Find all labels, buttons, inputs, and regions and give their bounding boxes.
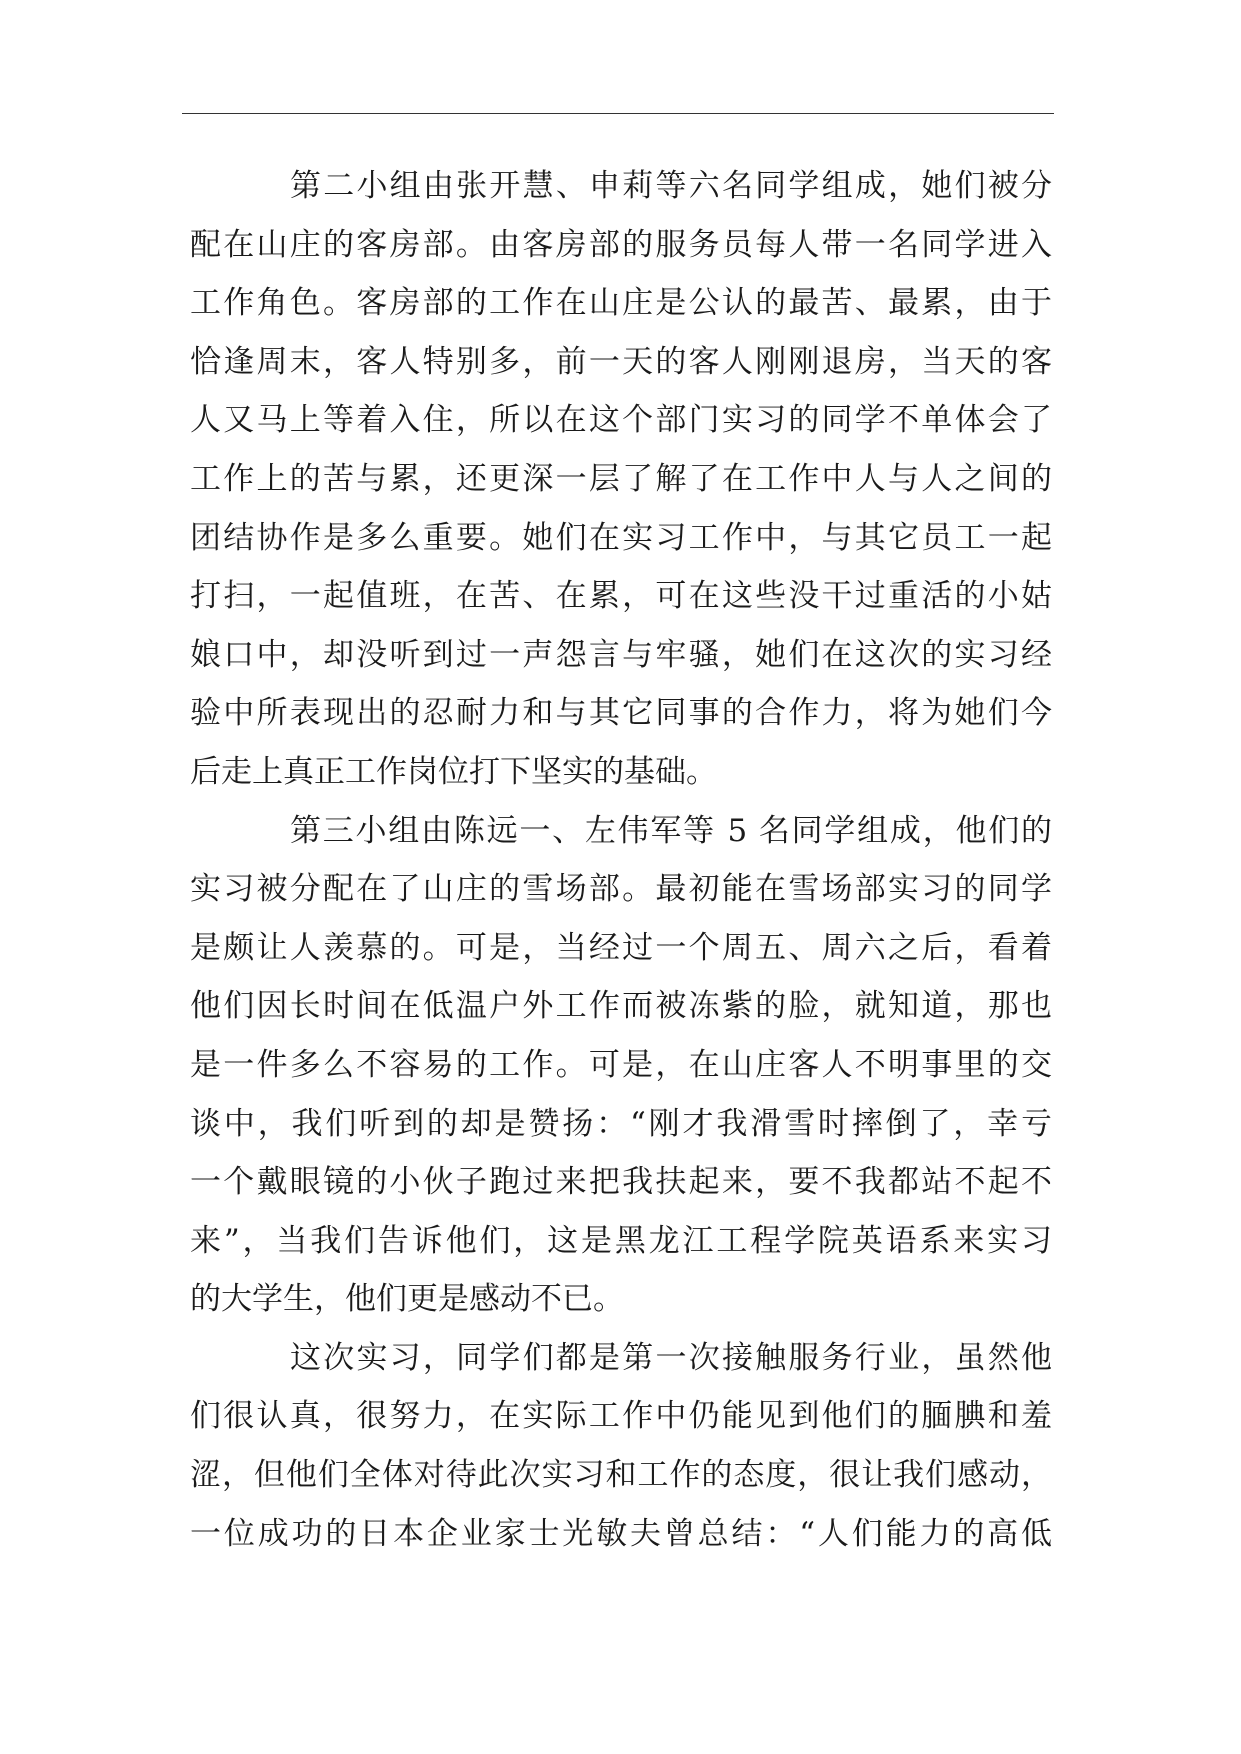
paragraph-1-line-3: 工作角色。客房部的工作在山庄是公认的最苦、最累，由于 bbox=[190, 285, 1052, 322]
paragraph-2-line-5: 是一件多么不容易的工作。可是，在山庄客人不明事里的交 bbox=[190, 1046, 1052, 1083]
paragraph-2-line-7: 一个戴眼镜的小伙子跑过来把我扶起来，要不我都站不起不 bbox=[190, 1164, 1052, 1201]
header-rule bbox=[182, 113, 1054, 114]
paragraph-2-line-1: 第三小组由陈远一、左伟军等 5 名同学组成，他们的 bbox=[290, 812, 1052, 849]
paragraph-1-line-6: 工作上的苦与累，还更深一层了解了在工作中人与人之间的 bbox=[190, 460, 1052, 497]
paragraph-1-line-10: 验中所表现出的忍耐力和与其它同事的合作力，将为她们今 bbox=[190, 695, 1052, 732]
paragraph-1-line-8: 打扫，一起值班，在苦、在累，可在这些没干过重活的小姑 bbox=[190, 578, 1052, 615]
paragraph-1-line-5: 人又马上等着入住，所以在这个部门实习的同学不单体会了 bbox=[190, 402, 1052, 439]
paragraph-3-line-2: 们很认真，很努力，在实际工作中仍能见到他们的腼腆和羞 bbox=[190, 1398, 1052, 1435]
paragraph-2-line-4: 他们因长时间在低温户外工作而被冻紫的脸，就知道，那也 bbox=[190, 988, 1052, 1025]
paragraph-2-line-9: 的大学生，他们更是感动不已。 bbox=[190, 1281, 624, 1318]
paragraph-2-line-2: 实习被分配在了山庄的雪场部。最初能在雪场部实习的同学 bbox=[190, 871, 1052, 908]
document-body bbox=[190, 157, 1052, 1563]
paragraph-1-line-4: 恰逢周末，客人特别多，前一天的客人刚刚退房，当天的客 bbox=[190, 343, 1052, 380]
paragraph-1-line-11: 后走上真正工作岗位打下坚实的基础。 bbox=[190, 753, 717, 790]
paragraph-3-line-4: 一位成功的日本企业家士光敏夫曾总结：“人们能力的高低 bbox=[190, 1515, 1052, 1552]
paragraph-3-line-1: 这次实习，同学们都是第一次接触服务行业，虽然他 bbox=[290, 1339, 1052, 1376]
paragraph-2-line-3: 是颇让人羡慕的。可是，当经过一个周五、周六之后，看着 bbox=[190, 929, 1052, 966]
paragraph-1-line-2: 配在山庄的客房部。由客房部的服务员每人带一名同学进入 bbox=[190, 226, 1052, 263]
paragraph-1-line-1: 第二小组由张开慧、申莉等六名同学组成，她们被分 bbox=[290, 168, 1052, 204]
paragraph-2-line-6: 谈中，我们听到的却是赞扬：“刚才我滑雪时摔倒了，幸亏 bbox=[190, 1105, 1052, 1142]
paragraph-1-line-7: 团结协作是多么重要。她们在实习工作中，与其它员工一起 bbox=[190, 519, 1052, 556]
paragraph-3-line-3: 涩，但他们全体对待此次实习和工作的态度，很让我们感动， bbox=[190, 1457, 1052, 1494]
paragraph-2-line-8: 来”，当我们告诉他们，这是黑龙江工程学院英语系来实习 bbox=[190, 1222, 1052, 1259]
paragraph-1-line-9: 娘口中，却没听到过一声怨言与牢骚，她们在这次的实习经 bbox=[190, 636, 1052, 673]
